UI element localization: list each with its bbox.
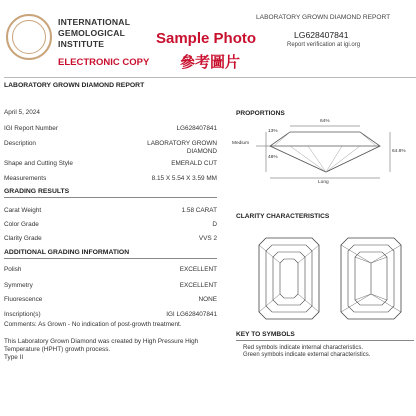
key-red-text: Red symbols indicate internal characteristics. (243, 345, 364, 351)
header-report-number: LG628407841 (294, 30, 349, 40)
igi-logo (6, 14, 52, 60)
sample-photo-cn-label: 參考圖片 (180, 54, 241, 71)
girdle-label: Medium (232, 141, 250, 146)
grading-results-title: GRADING RESULTS (4, 188, 70, 195)
key-green-text: Green symbols indicate external characteristics. (243, 352, 371, 358)
comments-text: Comments: As Grown - No indication of post-growth treatment. (4, 321, 182, 328)
clarity-characteristics-title: CLARITY CHARACTERISTICS (236, 213, 330, 220)
header-divider (4, 77, 416, 78)
sample-photo-label: Sample Photo (156, 30, 257, 47)
header-right-title: LABORATORY GROWN DIAMOND REPORT (256, 14, 391, 21)
crown-plot (258, 237, 320, 320)
report-date: April 5, 2024 (4, 109, 40, 116)
grading-divider (4, 197, 217, 198)
electronic-copy-label: ELECTRONIC COPY (58, 57, 150, 68)
org-name: INTERNATIONAL GEMOLOGICAL INSTITUTE (58, 17, 131, 49)
pavilion-pct: 48% (268, 155, 278, 160)
additional-divider (4, 258, 217, 259)
pavilion-plot (340, 237, 402, 320)
depth-pct: 64.8% (392, 149, 406, 154)
report-title: LABORATORY GROWN DIAMOND REPORT (4, 82, 145, 89)
table-pct: 64% (320, 119, 330, 124)
key-divider (236, 340, 414, 341)
key-to-symbols-title: KEY TO SYMBOLS (236, 331, 295, 338)
culet-label: Long (318, 180, 329, 185)
crown-pct: 13% (268, 129, 278, 134)
header-verify-text: Report verification at igi.org (287, 42, 361, 48)
additional-grading-title: ADDITIONAL GRADING INFORMATION (4, 249, 130, 256)
growth-process-text: This Laboratory Grown Diamond was created by High Pressure High Temperature (HPHT) growth process. (4, 338, 199, 353)
type-text: Type II (4, 354, 24, 361)
proportions-title: PROPORTIONS (236, 110, 285, 117)
